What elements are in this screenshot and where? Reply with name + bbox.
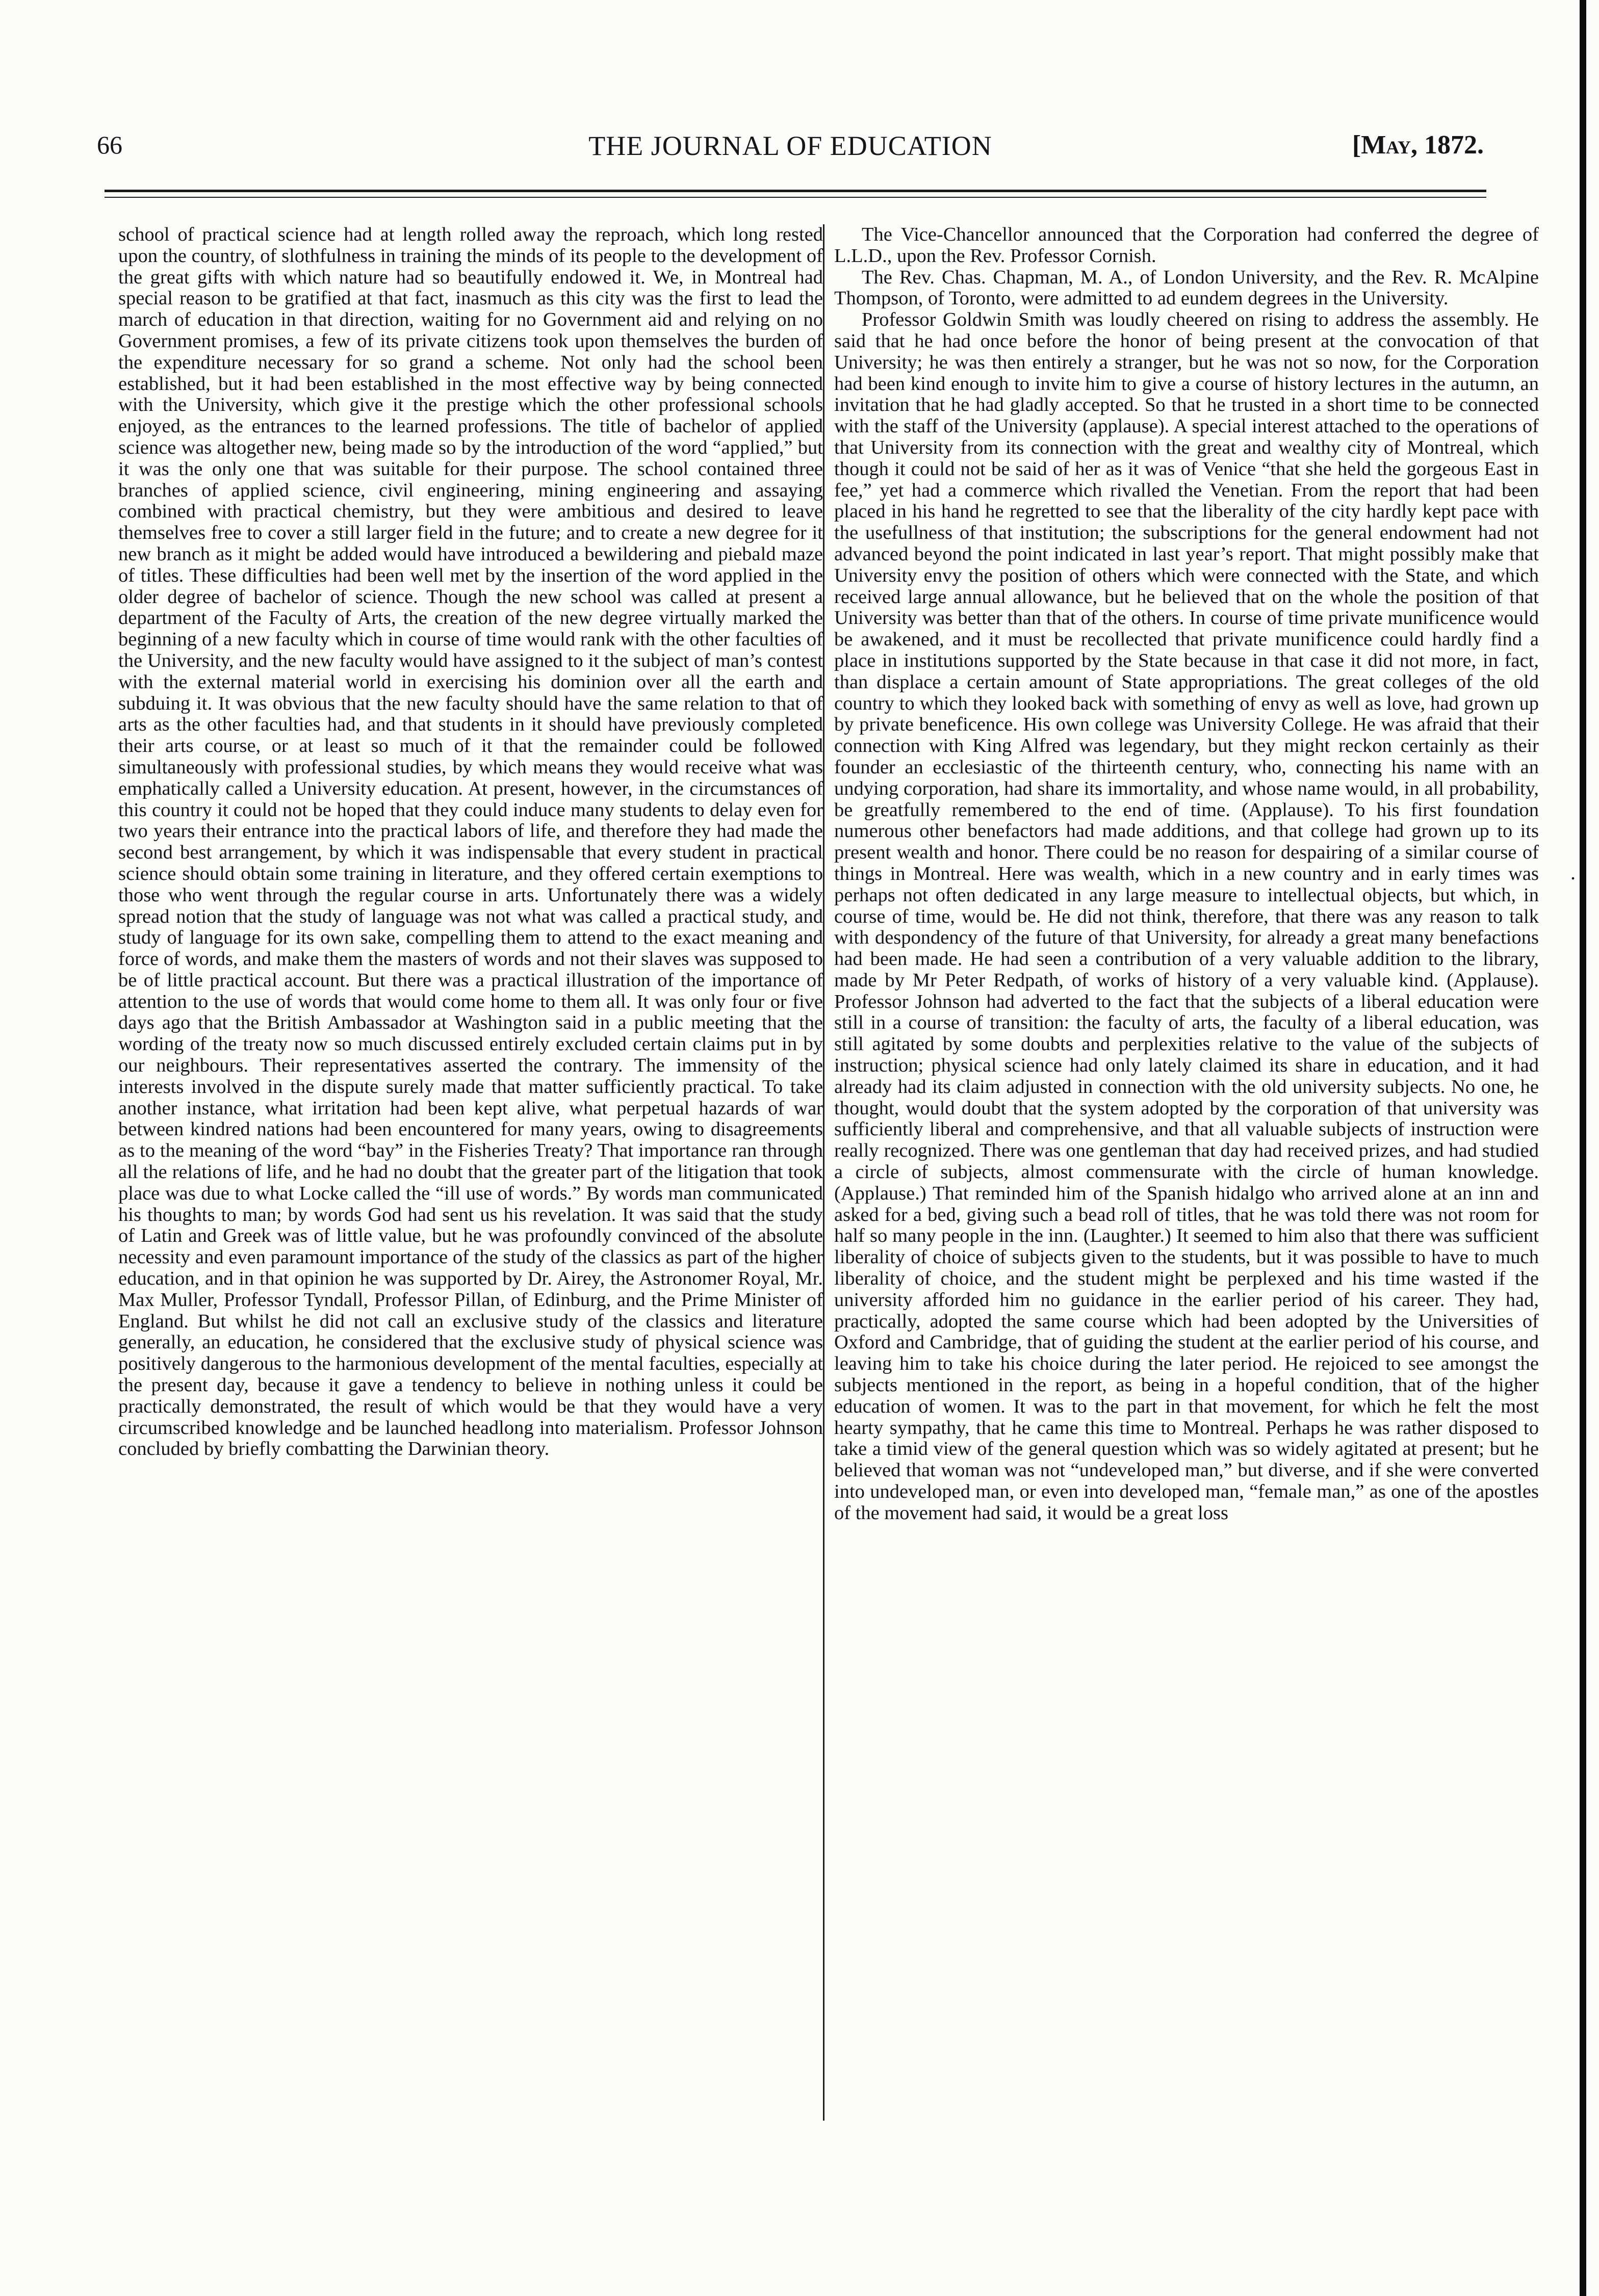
column-divider <box>823 224 824 2121</box>
page-number: 66 <box>97 131 122 159</box>
left-column <box>118 224 823 1460</box>
paragraph: school of practical science had at length rolled away the reproach, which long rested upon the country, of slothfulness in training the minds of its people to the development of the great gifts with which nature had so beautifully endowed it. We, in Montreal had special reason to be gratified at that fact, inasmuch as this city was the first to lead the march of education in that direction, waiting for no Government aid and relying on no Government promises, a few of its private citizens took upon themselves the burden of the expenditure necessary for so grand a scheme. Not only had the school been established, but it had been established in the most effective way by being connected with the University, which give it the prestige which the other professional schools enjoyed, as the entrances to the learned professions. The title of bachelor of applied science was altogether new, being made so by the introduction of the word “applied,” but it was the only one that was suitable for their purpose. The school contained three branches of applied science, civil engineering, mining engineering and assaying combined with practical chemistry, but they were ambitious and desired to leave themselves free to cover a still larger field in the future; and to create a new degree for it new branch as it might be added would have introduced a bewildering and piebald maze of titles. These difficulties had been well met by the insertion of the word applied in the older degree of bachelor of science. Though the new school was called at present a department of the Faculty of Arts, the creation of the new degree virtually marked the beginning of a new faculty which in course of time would rank with the other faculties of the University, and the new faculty would have assigned to it the subject of man’s contest with the external material world in exercising his dominion over all the earth and subduing it. It was obvious that the new faculty should have the same relation to that of arts as the other faculties had, and that students in it should have previously completed their arts course, or at least so much of it that the remainder could be followed simultaneously with professional studies, by which means they would receive what was emphatically called a University education. At present, however, in the circumstances of this country it could not be hoped that they could induce many students to delay even for two years their entrance into the practical labors of life, and therefore they had made the second best arrangement, by which it was indispensable that every student in practical science should obtain some training in literature, and they offered certain exemptions to those who went through the regular course in arts. Unfortunately there was a widely spread notion that the study of language was not what was called a practical study, and study of language for its own sake, compelling them to attend to the exact meaning and force of words, and make them the masters of words and not their slaves was supposed to be of little practical account. But there was a practical illustration of the importance of attention to the use of words that would come home to them all. It was only four or five days ago that the British Ambassador at Washington said in a public meeting that the wording of the treaty now so much discussed entirely excluded certain claims put in by our neighbours. Their representatives asserted the contrary. The immensity of the interests involved in the dispute surely made that matter sufficiently practical. To take another instance, what irritation had been kept alive, what perpetual hazards of war between kindred nations had been encountered for many years, owing to disagreements as to the meaning of the word “bay” in the Fisheries Treaty? That importance ran through all the relations of life, and he had no doubt that the greater part of the litigation that took place was due to what Locke called the “ill use of words.” By words man communicated his thoughts to man; by words God had sent us his revelation. It was said that the study of Latin and Greek was of little value, but he was profoundly convinced of the absolute necessity and even paramount importance of the study of the classics as part of the higher education, and in that opinion he was supported by Dr. Airey, the Astronomer Royal, Mr. Max Muller, Professor Tyndall, Professor Pillan, of Edinburg, and the Prime Minister of England. But whilst he did not call an exclusive study of the classics and literature generally, an education, he considered that the exclusive study of physical science was positively dangerous to the harmonious development of the mental faculties, especially at the present day, because it gave a tendency to believe in nothing unless it could be practically demonstrated, the result of which would be that they would have a very circumscribed knowledge and be launched headlong into materialism. Professor Johnson concluded by briefly combatting the Darwinian theory. <box>118 224 823 1460</box>
binding-edge <box>1580 0 1586 2296</box>
header-rule-thick <box>105 190 1486 192</box>
paragraph: The Rev. Chas. Chapman, M. A., of London University, and the Rev. R. McAlpine Thompson, of Toronto, were admitted to ad eundem degrees in the University. <box>834 266 1539 309</box>
margin-mark: . <box>1570 861 1576 884</box>
running-header <box>97 130 1484 176</box>
paragraph: Professor Goldwin Smith was loudly cheered on rising to address the assembly. He said that he had once before the honor of being present at the convocation of that University; he was then entirely a stranger, but he was not so now, for the Corporation had been kind enough to invite him to give a course of history lectures in the autumn, an invitation that he had gladly accepted. So that he trusted in a short time to be connected with the staff of the University (applause). A special interest attached to the operations of that University from its connection with the great and wealthy city of Montreal, which though it could not be said of her as it was of Venice “that she held the gorgeous East in fee,” yet had a commerce which rivalled the Venetian. From the report that had been placed in his hand he regretted to see that the liberality of the city hardly kept pace with the usefullness of that institution; the subscriptions for the general endowment had not advanced beyond the point indicated in last year’s report. That might possibly make that University envy the position of others which were connected with the State, and which received large annual allowance, but he believed that on the whole the position of that University was better than that of the others. In course of time private munificence would be awakened, and it must be recollected that private munificence could hardly find a place in institutions supported by the State because in that case it did not more, in fact, than displace a certain amount of State appropriations. The great colleges of the old country to which they looked back with something of envy as well as love, had grown up by private beneficence. His own college was University College. He was afraid that their connection with King Alfred was legendary, but they might reckon certainly as their founder an ecclesiastic of the thirteenth century, who, connecting his name with an undying corporation, had share its immortality, and whose name would, in all probability, be greatfully remembered to the end of time. (Applause). To his first foundation numerous other benefactors had made additions, and that college had grown up to its present wealth and honor. There could be no reason for despairing of a similar course of things in Montreal. Here was wealth, which in a new country and in early times was perhaps not often dedicated in any large measure to intellectual objects, but which, in course of time, would be. He did not think, therefore, that there was any reason to talk with despondency of the future of that University, for already a great many benefactions had been made. He had seen a contribution of a very valuable addition to the library, made by Mr Peter Redpath, of works of history of a very valuable kind. (Applause). Professor Johnson had adverted to the fact that the subjects of a liberal education were still in a course of transition: the faculty of arts, the faculty of a liberal education, was still agitated by some doubts and perplexities relative to the value of the subjects of instruction; physical science had only lately claimed its share in education, and it had already had its claim adjusted in connection with the old university subjects. No one, he thought, would doubt that the system adopted by the corporation of that university was sufficiently liberal and comprehensive, and that all valuable subjects of instruction were really recognized. There was one gentleman that day had received prizes, and had studied a circle of subjects, almost commensurate with the circle of human knowledge. (Applause.) That reminded him of the Spanish hidalgo who arrived alone at an inn and asked for a bed, giving such a bead roll of titles, that he was told there was not room for half so many people in the inn. (Laughter.) It seemed to him also that there was sufficient liberality of choice of subjects given to the students, but it was possible to have to much liberality of choice, and the student might be perplexed and his time wasted if the university afforded him no guidance in the earlier period of his career. They had, practically, adopted the same course which had been adopted by the Universities of Oxford and Cambridge, that of guiding the student at the earlier period of his course, and leaving him to take his choice during the later period. He rejoiced to see amongst the subjects mentioned in the report, as being in a hopeful condition, that of the higher education of women. It was to the part in that movement, for which he felt the most hearty sympathy, that he came this time to Montreal. Perhaps he was rather disposed to take a timid view of the general question which was so widely agitated at present; but he believed that woman was not “undeveloped man,” but diverse, and if she were converted into undeveloped man, or even into developed man, “female man,” as one of the apostles of the movement had said, it would be a great loss <box>834 309 1539 1524</box>
right-column <box>834 224 1539 1524</box>
paragraph: The Vice-Chancellor announced that the Corporation had conferred the degree of L.L.D., upon the Rev. Professor Cornish. <box>834 224 1539 267</box>
header-rule-thin <box>105 197 1486 198</box>
issue-date: [May, 1872. <box>1352 131 1484 160</box>
journal-title: THE JOURNAL OF EDUCATION <box>588 131 992 161</box>
